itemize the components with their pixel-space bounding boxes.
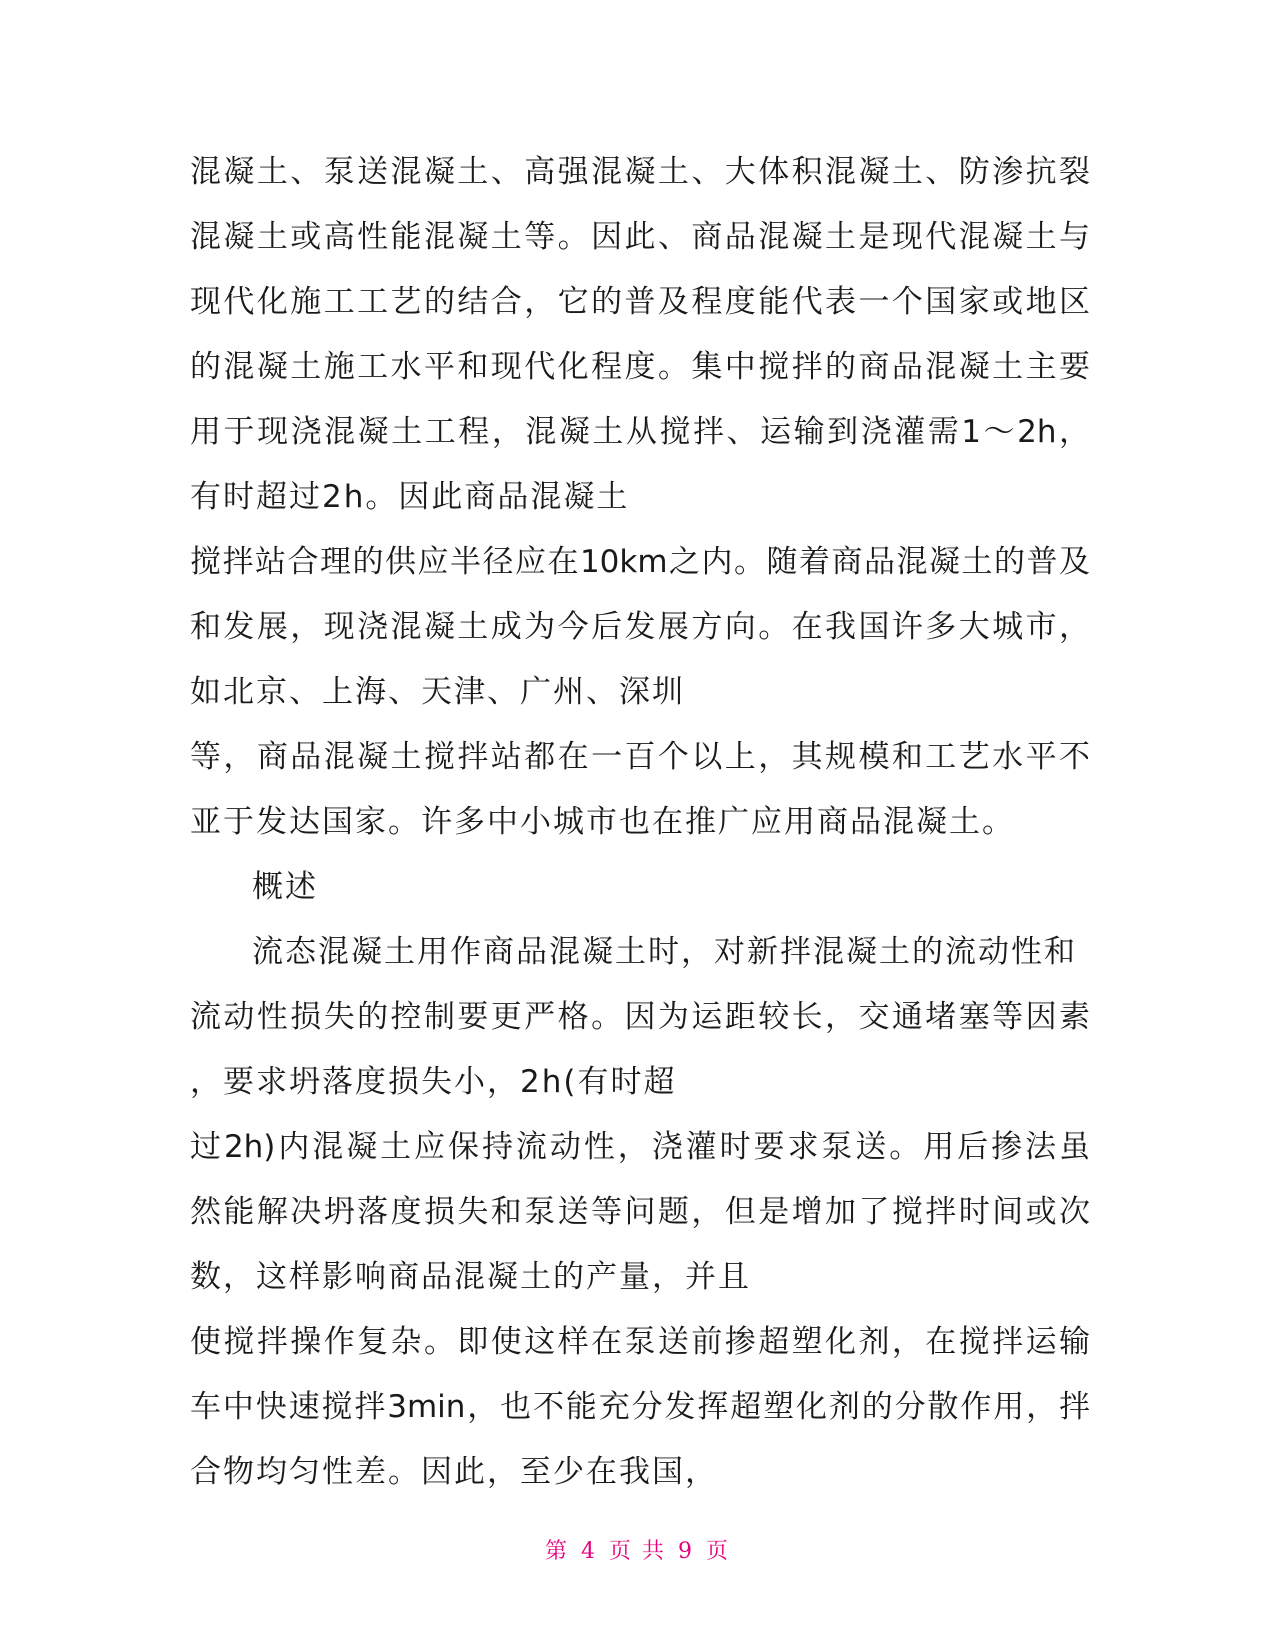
text-line: ，要求坍落度损失小，2h(有时超 (190, 1064, 677, 1100)
text-line: 使搅拌操作复杂。即使这样在泵送前掺超塑化剂，在搅拌运输 (190, 1324, 1090, 1360)
text-line: 然能解决坍落度损失和泵送等问题，但是增加了搅拌时间或次 (190, 1194, 1090, 1230)
text-line: 用于现浇混凝土工程，混凝土从搅拌、运输到浇灌需1～2h， (190, 414, 1090, 450)
footer-suffix: 页 (706, 1539, 731, 1564)
text-line: 过2h)内混凝土应保持流动性，浇灌时要求泵送。用后掺法虽 (190, 1129, 1090, 1165)
text-line: 车中快速搅拌3min，也不能充分发挥超塑化剂的分散作用，拌 (190, 1389, 1090, 1425)
footer-total-pages: 9 (678, 1539, 694, 1564)
paragraph-first-line: 流态混凝土用作商品混凝土时，对新拌混凝土的流动性和 (252, 934, 1077, 970)
footer-prefix: 第 (544, 1539, 569, 1564)
text-line: 数，这样影响商品混凝土的产量，并且 (190, 1259, 751, 1295)
text-line: 如北京、上海、天津、广州、深圳 (190, 674, 685, 710)
section-heading: 概述 (252, 869, 318, 905)
text-line: 有时超过2h。因此商品混凝土 (190, 479, 630, 515)
text-line: 和发展，现浇混凝土成为今后发展方向。在我国许多大城市， (190, 609, 1090, 645)
text-line: 亚于发达国家。许多中小城市也在推广应用商品混凝土。 (190, 804, 1015, 840)
footer-middle: 页 共 (609, 1539, 666, 1564)
text-line: 搅拌站合理的供应半径应在10km之内。随着商品混凝土的普及 (190, 544, 1090, 580)
text-line: 现代化施工工艺的结合，它的普及程度能代表一个国家或地区 (190, 284, 1090, 320)
document-body (190, 140, 1090, 1505)
text-line: 流动性损失的控制要更严格。因为运距较长，交通堵塞等因素 (190, 999, 1090, 1035)
text-line: 合物均匀性差。因此，至少在我国， (190, 1454, 718, 1490)
text-line: 混凝土、泵送混凝土、高强混凝土、大体积混凝土、防渗抗裂 (190, 154, 1090, 190)
text-line: 的混凝土施工水平和现代化程度。集中搅拌的商品混凝土主要 (190, 349, 1090, 385)
text-line: 混凝土或高性能混凝土等。因此、商品混凝土是现代混凝土与 (190, 219, 1090, 255)
page-number-footer (0, 1534, 1275, 1565)
text-line: 等，商品混凝土搅拌站都在一百个以上，其规模和工艺水平不 (190, 739, 1090, 775)
footer-current-page: 4 (581, 1539, 597, 1564)
